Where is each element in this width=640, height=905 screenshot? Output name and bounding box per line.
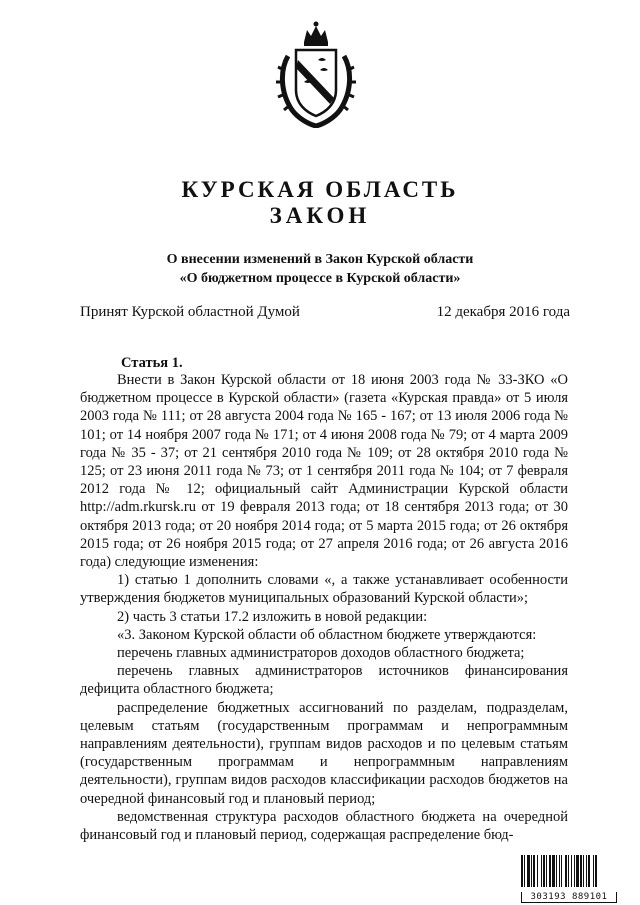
adopted-by: Принят Курской областной Думой xyxy=(80,304,300,320)
adoption-line xyxy=(80,302,570,322)
article-paragraph: перечень главных администраторов доходов областного бюджета; xyxy=(117,645,525,662)
kursk-coat-of-arms-icon xyxy=(274,20,358,128)
barcode-number: 303193 889101 xyxy=(521,892,617,903)
article-heading: Статья 1. xyxy=(121,355,183,371)
document-type-title: ЗАКОН xyxy=(269,203,371,228)
article-paragraph: «3. Законом Курской области об областном бюджете утверждаются: xyxy=(117,626,537,643)
region-title: КУРСКАЯ ОБЛАСТЬ xyxy=(181,177,459,202)
law-title-line-1: О внесении изменений в Закон Курской области xyxy=(166,252,474,267)
adopted-date: 12 декабря 2016 года xyxy=(436,304,570,320)
law-title xyxy=(0,250,640,288)
law-title-line-2: «О бюджетном процессе в Курской области» xyxy=(179,271,461,286)
article-paragraph: распределение бюджетных ассигнований по разделам, подразделам, целевым статьям (государственным программам и непрограммным направлениям деятельности), группам видов расходов и по целевым статьям (государственным программам и непрограммным направлениям деятельности), группам видов расходов классификации расходов бюджетов на очередной финансовый год и плановый период; xyxy=(80,699,568,807)
article-paragraph: Внести в Закон Курской области от 18 июня 2003 года № 33-ЗКО «О бюджетном процессе в Курской области» (газета «Курская правда» от 5 июля 2003 года № 111; от 28 августа 2004 года № 165 - 167; от 13 июля 2006 года № 101; от 14 ноября 2007 года № 171; от 4 июня 2008 года № 79; от 4 марта 2009 года № 35 - 37; от 21 сентября 2010 года № 109; от 28 октября 2010 года № 125; от 23 июня 2011 года № 73; от 1 сентября 2011 года № 104; от 7 февраля 2012 года № 12; официальный сайт Администрации Курской области http://adm.rkursk.ru от 19 февраля 2013 года; от 18 сентября 2013 года; от 30 октября 2013 года; от 20 ноября 2014 года; от 5 марта 2015 года; от 26 октября 2015 года; от 26 ноября 2015 года; от 27 апреля 2016 года; от 26 августа 2016 года) следующие изменения: xyxy=(80,372,568,571)
barcode-bars-icon xyxy=(521,855,617,887)
article-paragraph: 2) часть 3 статьи 17.2 изложить в новой редакции: xyxy=(117,608,428,625)
article-paragraph: перечень главных администраторов источников финансирования дефицита областного бюджета; xyxy=(80,663,568,698)
article-paragraph: ведомственная структура расходов областного бюджета на очередной финансовый год и плановый период, содержащая распределение бюд- xyxy=(80,808,568,844)
article-body xyxy=(80,371,568,844)
barcode xyxy=(521,855,617,902)
article-paragraph: 1) статью 1 дополнить словами «, а также устанавливает особенности утверждения бюджетов муниципальных образований Курской области»; xyxy=(80,572,568,607)
